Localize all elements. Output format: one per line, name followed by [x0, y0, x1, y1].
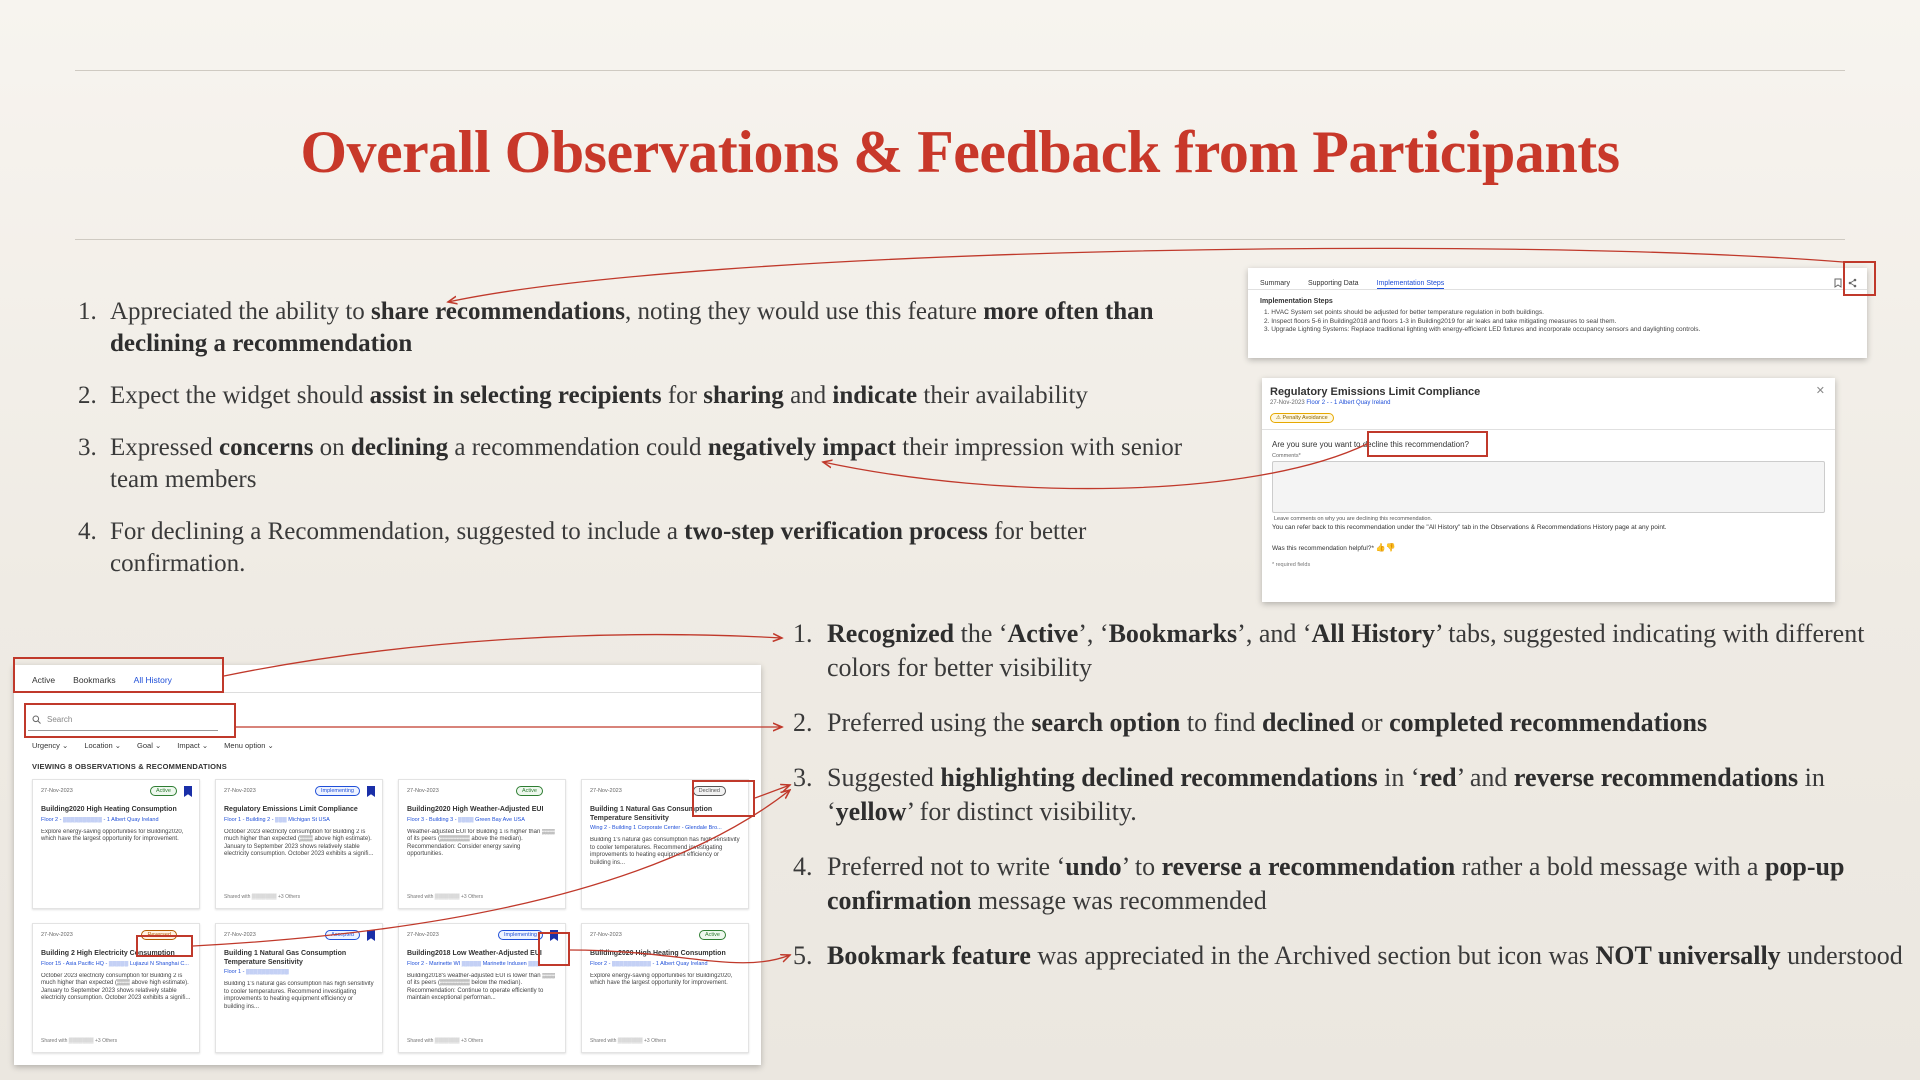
step-item: 1. HVAC System set points should be adjusted for better temperature regulation in both buildings.: [1264, 309, 1544, 316]
card-shared-with: Shared with ▒▒▒▒▒▒▒ +3 Others: [407, 1038, 484, 1044]
emphasis-text: Bookmark feature: [827, 941, 1031, 970]
thumbs-up-icon[interactable]: 👍: [1375, 543, 1386, 552]
body-text: For declining a Recommendation, suggested to include a: [110, 518, 685, 545]
title-divider: [75, 239, 1845, 240]
body-text: ’ tabs, suggested indicating with different colors for better visibility: [827, 619, 1865, 682]
comments-hint: Leave comments on why you are declining this recommendation.: [1274, 516, 1433, 522]
tab-active[interactable]: Active: [32, 675, 56, 685]
card-location[interactable]: Wing 2 - Building 1 Corporate Center - Glendale Bro...: [590, 825, 722, 831]
tab-all-history[interactable]: All History: [134, 675, 172, 693]
step-item: 2. Inspect floors 5-6 in Building2018 and floors 1-3 in Building2019 for air leaks and take mitigating measures to seal them.: [1264, 317, 1617, 325]
filter-menu-option[interactable]: Menu option ⌄: [224, 741, 274, 750]
modal-date: 27-Nov-2023: [1270, 400, 1305, 406]
list-number: 5.: [793, 941, 813, 970]
card-title: Building 1 Natural Gas Consumption Temperature Sensitivity: [224, 950, 347, 966]
filter-label: Urgency: [32, 741, 60, 750]
body-text: ’, and ‘: [1237, 619, 1312, 648]
comments-textarea[interactable]: [1272, 461, 1825, 513]
body-text: rather a bold message with a: [1455, 852, 1765, 881]
card-title: Building2020 High Heating Consumption: [41, 806, 177, 813]
observation-item: [78, 380, 1198, 412]
card-shared-with: Shared with ▒▒▒▒▒▒▒ +3 Others: [590, 1038, 667, 1044]
emphasis-text: declined: [1261, 708, 1355, 737]
emphasis-text: indicate: [832, 382, 918, 409]
emphasis-text: NOT universally: [1595, 941, 1781, 970]
body-text: their impression with senior team members: [110, 434, 1183, 493]
observation-item: [793, 706, 1903, 740]
body-text: Appreciated the ability to: [110, 298, 372, 325]
steps-title: Implementation Steps: [1260, 298, 1333, 305]
emphasis-text: concerns: [219, 434, 314, 461]
body-text: a recommendation could: [448, 434, 708, 461]
body-text: on: [313, 434, 351, 461]
tabs-highlight: [13, 657, 224, 693]
implementation-steps-panel: [1248, 268, 1867, 358]
required-note: * required fields: [1272, 562, 1311, 568]
observation-item: [793, 939, 1903, 973]
card-title: Building 2 High Electricity Consumption: [41, 950, 175, 957]
status-badge: Active: [516, 786, 543, 796]
body-text: ’ and: [1456, 763, 1514, 792]
slide-title: Overall Observations & Feedback from Participants: [300, 119, 1620, 185]
card-title: Building2020 High Weather-Adjusted EUI: [407, 806, 544, 813]
status-badge: Active: [699, 930, 726, 940]
card-shared-with: Shared with ▒▒▒▒▒▒▒ +3 Others: [224, 894, 301, 900]
emphasis-text: two-step verification process: [684, 518, 988, 545]
body-text: ’, ‘: [1078, 619, 1109, 648]
filter-impact[interactable]: Impact ⌄: [177, 741, 209, 750]
card-location[interactable]: Floor 2 - ▒▒▒▒▒▒▒▒▒▒ - 1 Albert Quay Ireland: [41, 816, 159, 823]
bottom-observation-list: [793, 617, 1903, 994]
body-text: Preferred using the: [827, 708, 1032, 737]
card-date: 27-Nov-2023: [590, 788, 622, 794]
observation-item: [78, 432, 1198, 496]
list-number: 2.: [793, 708, 813, 737]
emphasis-text: yellow: [835, 797, 907, 826]
list-number: 2.: [78, 382, 97, 409]
card-title: Regulatory Emissions Limit Compliance: [224, 806, 358, 813]
recommendation-card[interactable]: [215, 779, 383, 909]
tab-bookmarks[interactable]: Bookmarks: [73, 675, 116, 685]
emphasis-text: reverse recommendations: [1513, 763, 1799, 792]
filter-goal[interactable]: Goal ⌄: [137, 741, 162, 750]
emphasis-text: All History: [1311, 619, 1436, 648]
emphasis-text: declining: [350, 434, 449, 461]
comments-label: Comments*: [1272, 453, 1301, 459]
body-text: ’ for distinct visibility.: [906, 797, 1137, 826]
list-number: 1.: [78, 298, 97, 325]
emphasis-text: Recognized: [827, 619, 955, 648]
card-body: Explore energy-saving opportunities for Building2020, which have the largest opportunity for improvement.: [41, 828, 184, 842]
refer-back-note: You can refer back to this recommendation under the "All History" tab in the Observations & Recommendations History page at any point.: [1272, 524, 1667, 531]
card-date: 27-Nov-2023: [41, 932, 73, 938]
body-text: in ‘: [827, 763, 1825, 826]
bookmark-icon[interactable]: [1834, 278, 1842, 290]
card-date: 27-Nov-2023: [590, 932, 622, 938]
body-text: ’ to: [1121, 852, 1162, 881]
body-text: Expressed: [110, 434, 219, 461]
card-location[interactable]: Floor 15 - Asia Pacific HQ - ▒▒▒▒▒ Lujiazui N Shanghai C...: [41, 960, 189, 967]
card-location[interactable]: Floor 3 - Building 3 - ▒▒▒▒ Green Bay Ave USA: [407, 816, 525, 823]
filter-label: Goal: [137, 741, 153, 750]
card-location[interactable]: Floor 2 - ▒▒▒▒▒▒▒▒▒▒ - 1 Albert Quay Ireland: [590, 960, 708, 967]
modal-address: - 1 Albert Quay Ireland: [1330, 400, 1391, 406]
emphasis-text: search option: [1031, 708, 1181, 737]
observation-item: [793, 761, 1903, 829]
body-text: message was recommended: [971, 886, 1267, 915]
filter-label: Impact: [177, 741, 200, 750]
helpful-prompt: [1262, 533, 1835, 556]
impl-tab-bar: [1248, 268, 1867, 290]
status-badge: Implementing: [315, 786, 360, 796]
modal-floor: Floor 2 -: [1306, 400, 1329, 406]
helpful-label: Was this recommendation helpful?*: [1272, 545, 1375, 552]
body-text: in ‘: [1377, 763, 1420, 792]
status-badge: Active: [150, 786, 177, 796]
body-text: or: [1354, 708, 1390, 737]
card-location[interactable]: Floor 2 - Marinette WI ▒▒▒▒▒ Marinette Indusen ▒▒▒: [407, 960, 540, 967]
tab-summary[interactable]: Summary: [1260, 280, 1290, 287]
card-body: October 2023 electricity consumption for Building 2 is much higher than expected (▒▒▒ above high estimate). January to September 2023 shows relatively stable electricity consumption. October 2023 exhibits a signifi...: [224, 828, 374, 857]
emphasis-text: assist in selecting recipients: [369, 382, 662, 409]
observation-item: [78, 516, 1198, 580]
card-grid: [14, 777, 761, 1055]
body-text: for: [661, 382, 704, 409]
emphasis-text: completed recommendations: [1389, 708, 1708, 737]
bookmark-icon[interactable]: [367, 930, 375, 941]
body-text: was appreciated in the Archived section but icon was: [1030, 941, 1596, 970]
list-number: 4.: [78, 518, 97, 545]
filter-label: Location: [84, 741, 113, 750]
modal-meta: [1262, 400, 1835, 406]
card-location[interactable]: Floor 1 - ▒▒▒▒▒▒▒▒▒▒▒: [224, 969, 289, 975]
penalty-badge: ⚠ Penalty Avoidance: [1270, 413, 1334, 423]
recommendation-card[interactable]: [215, 923, 383, 1053]
filter-label: Menu option: [224, 741, 266, 750]
emphasis-text: Active: [1007, 619, 1079, 648]
card-body: Explore energy-saving opportunities for Building2020, which have the largest opportunity for improvement.: [590, 972, 733, 986]
body-text: understood: [1780, 941, 1903, 970]
body-text: their availability: [917, 382, 1088, 409]
emphasis-text: pop-up confirmation: [827, 852, 1845, 915]
decline-modal-panel: [1262, 378, 1835, 602]
search-placeholder: Search: [47, 715, 73, 724]
recommendation-card[interactable]: [581, 923, 749, 1053]
emphasis-text: share recommendations: [371, 298, 625, 325]
decline-question: Are you sure you want to decline this recommendation?: [1272, 440, 1469, 449]
observation-item: [78, 296, 1198, 360]
top-observation-list: [78, 296, 1198, 600]
status-badge: Reversed: [141, 930, 177, 940]
status-badge: Accepted: [325, 930, 360, 940]
bookmark-icon[interactable]: [184, 786, 192, 797]
list-number: 3.: [78, 434, 97, 461]
card-title: Building2020 High Heating Consumption: [590, 950, 726, 957]
modal-divider: [1262, 429, 1835, 430]
card-body: Building2018's weather-adjusted EUI is lower than ▒▒▒ of its peers (▒▒▒▒▒▒▒ below the median). Recommendation: Continue to operate efficiently to maintain exceptional performan...: [407, 972, 555, 1001]
body-text: , noting they would use this feature: [624, 298, 984, 325]
card-title: Building2018 Low Weather-Adjusted EUI: [407, 950, 542, 957]
emphasis-text: reverse a recommendation: [1161, 852, 1456, 881]
card-location[interactable]: Floor 1 - Building 2 - ▒▒▒ Michigan St USA: [224, 816, 330, 823]
close-icon[interactable]: ✕: [1815, 385, 1825, 397]
status-badge: Implementing: [498, 930, 543, 940]
card-body: Building 1's natural gas consumption has high sensitivity to cooler temperatures. Recommend investigating improvements to heating equipment efficiency or building ins...: [590, 837, 740, 866]
body-text: Suggested: [827, 763, 941, 792]
list-number: 3.: [793, 763, 813, 792]
emphasis-text: red: [1419, 763, 1457, 792]
declined-badge-highlight: [692, 780, 755, 817]
emphasis-text: highlighting declined recommendations: [940, 763, 1378, 792]
tab-supporting-data[interactable]: Supporting Data: [1307, 280, 1359, 287]
emphasis-text: sharing: [703, 382, 784, 409]
decline-text-highlight: [1367, 431, 1488, 457]
card-body: Building 1's natural gas consumption has high sensitivity to cooler temperatures. Recommend investigating improvements to heating equipment efficiency or building ins...: [224, 981, 374, 1010]
body-text: and: [783, 382, 833, 409]
card-shared-with: Shared with ▒▒▒▒▒▒▒ +3 Others: [41, 1038, 118, 1044]
tab-implementation-steps[interactable]: Implementation Steps: [1376, 280, 1445, 287]
share-icon-highlight: [1843, 261, 1876, 296]
emphasis-text: more often than declining a recommendation: [110, 298, 1154, 357]
body-text: Expect the widget should: [110, 382, 370, 409]
bookmark-icon[interactable]: [367, 786, 375, 797]
emphasis-text: Bookmarks: [1108, 619, 1238, 648]
card-body: October 2023 electricity consumption for Building 2 is much higher than expected (▒▒▒ above high estimate). January to September 2023 shows relatively stable electricity consumption. October 2023 exhibits a signifi...: [41, 972, 191, 1001]
results-count: VIEWING 8 OBSERVATIONS & RECOMMENDATIONS: [32, 762, 227, 771]
filter-location[interactable]: Location ⌄: [84, 741, 122, 750]
search-highlight: [24, 703, 236, 738]
body-text: for better confirmation.: [110, 518, 1087, 577]
observation-item: [793, 617, 1903, 685]
body-text: to find: [1180, 708, 1262, 737]
body-text: the ‘: [954, 619, 1008, 648]
card-date: 27-Nov-2023: [41, 788, 73, 794]
list-number: 1.: [793, 619, 813, 648]
card-date: 27-Nov-2023: [407, 932, 439, 938]
bookmark-icon-highlight: [538, 932, 570, 966]
emphasis-text: negatively impact: [707, 434, 896, 461]
card-body: Weather-adjusted EUI for Building 1 is higher than ▒▒▒ of its peers (▒▒▒▒▒▒▒ above the median). Recommendation: Consider energy saving opportunities.: [407, 828, 555, 857]
status-badge: Declined: [693, 786, 726, 796]
reversed-badge-highlight: [136, 935, 193, 957]
recommendation-card[interactable]: [32, 779, 200, 909]
step-item: 3. Upgrade Lighting Systems: Replace traditional lighting with energy-efficient LED fixtures and incorporate occupancy sensors and daylighting controls.: [1264, 326, 1701, 333]
recommendation-card[interactable]: [398, 779, 566, 909]
filter-urgency[interactable]: Urgency ⌄: [32, 741, 69, 750]
emphasis-text: undo: [1065, 852, 1122, 881]
penalty-badge-label: Penalty Avoidance: [1282, 415, 1328, 421]
card-date: 27-Nov-2023: [224, 788, 256, 794]
card-title: Building 1 Natural Gas Consumption Temperature Sensitivity: [590, 806, 713, 822]
observation-item: [793, 850, 1903, 918]
thumbs-down-icon[interactable]: 👎: [1385, 543, 1396, 552]
top-divider: [75, 70, 1845, 71]
card-shared-with: Shared with ▒▒▒▒▒▒▒ +3 Others: [407, 894, 484, 900]
card-date: 27-Nov-2023: [407, 788, 439, 794]
body-text: Preferred not to write ‘: [827, 852, 1066, 881]
modal-title: Regulatory Emissions Limit Compliance: [1270, 386, 1481, 398]
list-number: 4.: [793, 852, 813, 881]
card-date: 27-Nov-2023: [224, 932, 256, 938]
